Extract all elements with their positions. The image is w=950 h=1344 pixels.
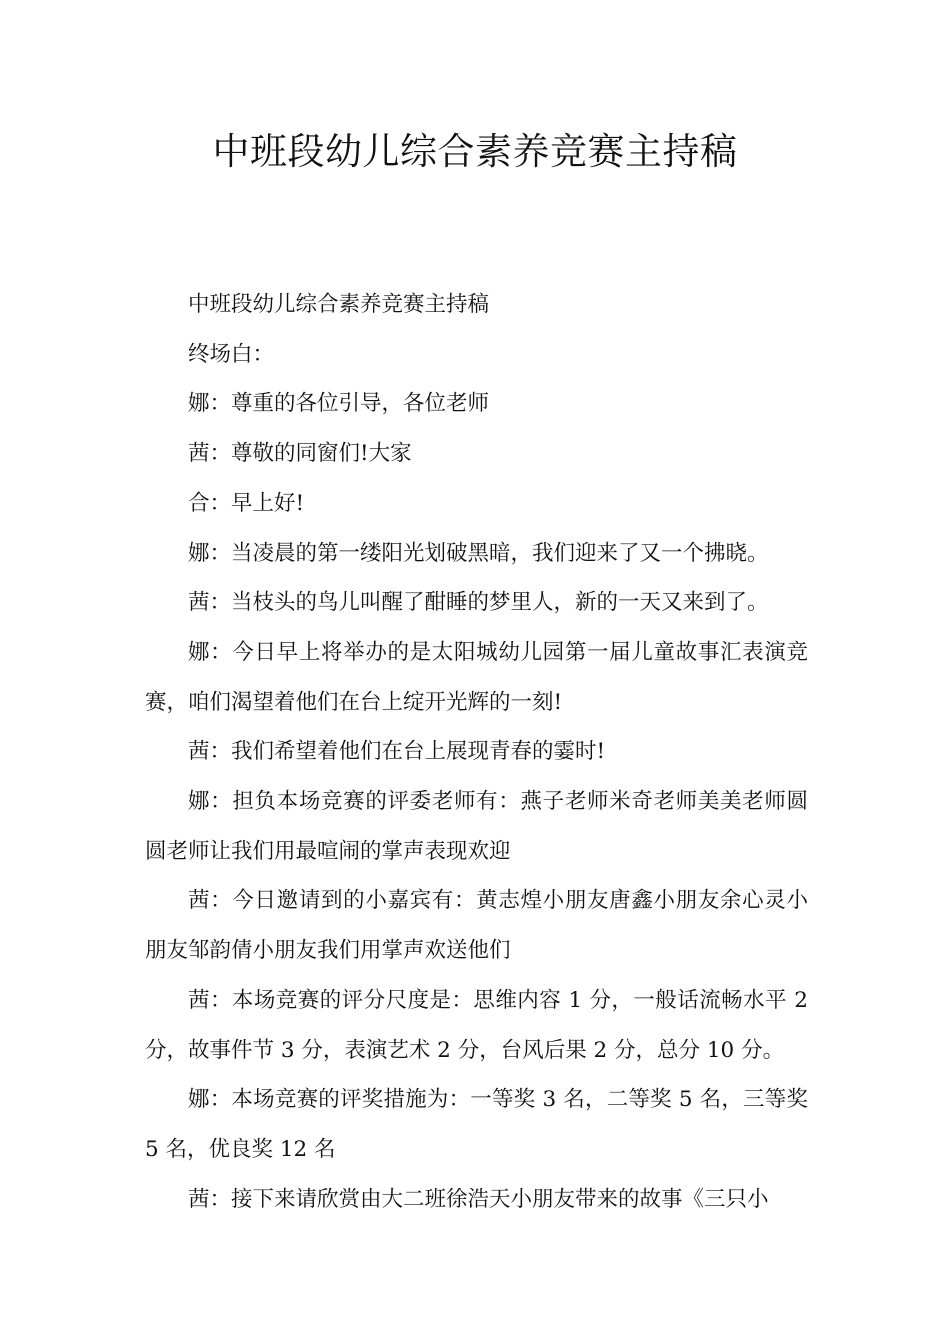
document-title: 中班段幼儿综合素养竞赛主持稿 xyxy=(212,130,738,173)
paragraph: 娜：尊重的各位引导，各位老师 xyxy=(188,391,490,417)
paragraph: 茜：尊敬的同窗们!大家 xyxy=(188,441,412,467)
paragraph: 茜：今日邀请到的小嘉宾有：黄志煌小朋友唐鑫小朋友余心灵小朋友邹韵倩小朋友我们用掌声欢送他们 xyxy=(145,888,808,964)
paragraph: 茜：我们希望着他们在台上展现青春的霎时! xyxy=(188,739,606,765)
paragraph: 娜：当凌晨的第一缕阳光划破黑暗，我们迎来了又一个拂晓。 xyxy=(188,540,769,566)
paragraph: 合：早上好! xyxy=(188,490,305,516)
paragraph: 娜：担负本场竞赛的评委老师有：燕子老师米奇老师美美老师圆圆老师让我们用最喧闹的掌声表现欢迎 xyxy=(145,789,808,864)
paragraph: 茜：接下来请欣赏由大二班徐浩天小朋友带来的故事《三只小 xyxy=(188,1186,769,1212)
document-body xyxy=(145,280,808,1224)
paragraph: 茜：本场竞赛的评分尺度是：思维内容 1 分，一般话流畅水平 2 分，故事件节 3 分，表演艺术 2 分，台风后果 2 分，总分 10 分。 xyxy=(145,987,808,1063)
paragraph: 茜：当枝头的鸟儿叫醒了酣睡的梦里人，新的一天又来到了。 xyxy=(188,590,769,616)
paragraph: 娜：今日早上将举办的是太阳城幼儿园第一届儿童故事汇表演竞赛，咱们渴望着他们在台上绽开光辉的一刻! xyxy=(145,639,808,715)
paragraph: 娜：本场竞赛的评奖措施为：一等奖 3 名，二等奖 5 名，三等奖 5 名，优良奖 12 名 xyxy=(145,1087,808,1162)
paragraph-subtitle: 中班段幼儿综合素养竞赛主持稿 xyxy=(188,292,490,317)
paragraph: 终场白： xyxy=(188,341,275,367)
